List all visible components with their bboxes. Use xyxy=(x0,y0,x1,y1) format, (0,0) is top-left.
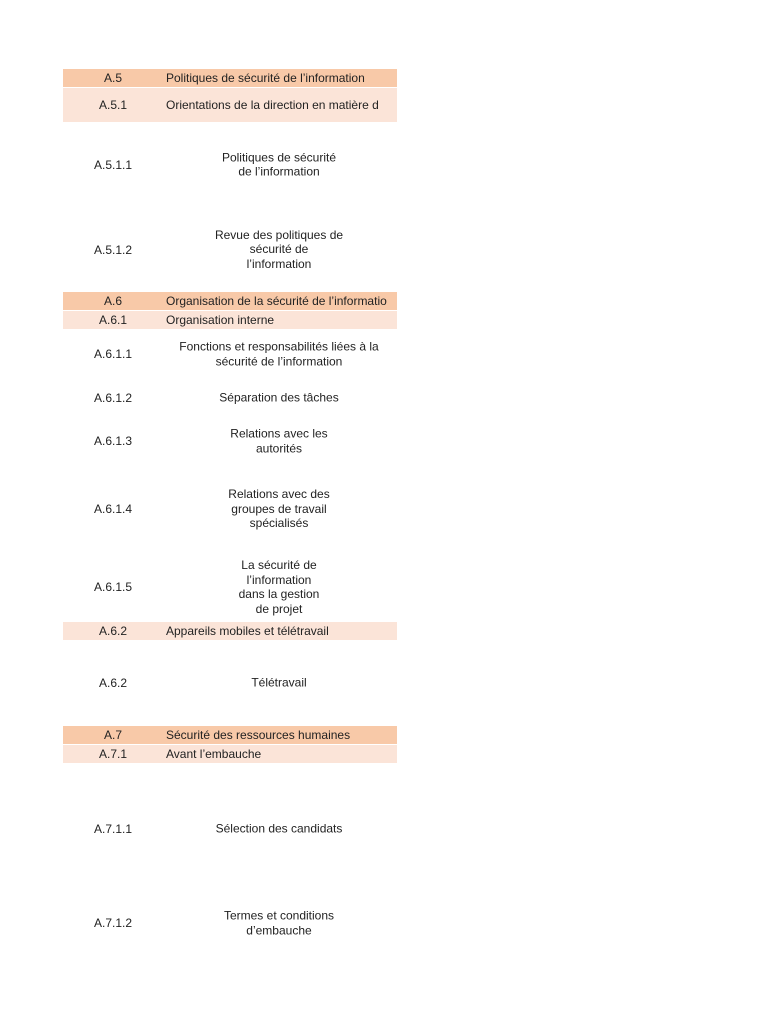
section-title: Sécurité des ressources humaines xyxy=(166,728,351,742)
subsection-title: Avant l’embauche xyxy=(166,747,262,761)
control-row xyxy=(63,329,397,379)
control-code: A.6.1.3 xyxy=(93,434,133,448)
subsection-row xyxy=(63,745,397,763)
control-name: Sélection des candidats xyxy=(215,821,343,836)
control-code: A.6.1.1 xyxy=(93,347,133,361)
control-code: A.6.1.5 xyxy=(93,580,133,594)
control-name: Séparation des tâches xyxy=(219,390,339,405)
subsection-title: Orientations de la direction en matière d xyxy=(166,98,379,112)
control-row xyxy=(63,895,397,951)
section-code: A.7 xyxy=(103,728,122,742)
subsection-row xyxy=(63,311,397,329)
section-row xyxy=(63,726,397,744)
section-title: Politiques de sécurité de l’information xyxy=(166,71,365,85)
subsection-row xyxy=(63,622,397,640)
section-row xyxy=(63,292,397,310)
control-name: Termes et conditions d’embauche xyxy=(223,908,335,937)
subsection-title: Appareils mobiles et télétravail xyxy=(166,624,329,638)
section-code: A.5 xyxy=(103,71,122,85)
control-row xyxy=(63,122,397,207)
control-name: Télétravail xyxy=(251,675,307,690)
subsection-code: A.5.1 xyxy=(98,98,128,112)
control-code: A.5.1.1 xyxy=(93,157,133,172)
subsection-title: Organisation interne xyxy=(166,313,275,327)
control-row xyxy=(63,465,397,553)
section-row xyxy=(63,69,397,87)
control-row xyxy=(63,640,397,726)
control-name: Politiques de sécurité de l’information xyxy=(221,149,337,179)
control-code: A.7.1.1 xyxy=(93,822,133,836)
control-row xyxy=(63,207,397,292)
control-name: Relations avec les autorités xyxy=(230,426,328,455)
control-code: A.6.1.4 xyxy=(93,502,133,516)
control-name: Fonctions et responsabilités liées à la sécurité de l’information xyxy=(179,339,379,368)
control-name: La sécurité de l’information dans la gestion de projet xyxy=(238,557,320,616)
control-code: A.7.1.2 xyxy=(93,916,133,930)
control-row xyxy=(63,379,397,417)
subsection-row xyxy=(63,88,397,122)
control-code: A.5.1.2 xyxy=(93,242,133,257)
control-row xyxy=(63,763,397,895)
control-code: A.6.2 xyxy=(98,676,128,690)
subsection-code: A.6.1 xyxy=(98,313,128,327)
subsection-code: A.7.1 xyxy=(98,747,128,761)
control-row xyxy=(63,417,397,465)
control-name: Revue des politiques de sécurité de l’information xyxy=(214,227,344,271)
subsection-code: A.6.2 xyxy=(98,624,128,638)
control-row xyxy=(63,553,397,621)
control-code: A.6.1.2 xyxy=(93,391,133,405)
section-title: Organisation de la sécurité de l’informatio xyxy=(166,294,387,308)
control-name: Relations avec des groupes de travail spécialisés xyxy=(228,487,330,531)
section-code: A.6 xyxy=(103,294,122,308)
controls-table xyxy=(63,0,397,1024)
